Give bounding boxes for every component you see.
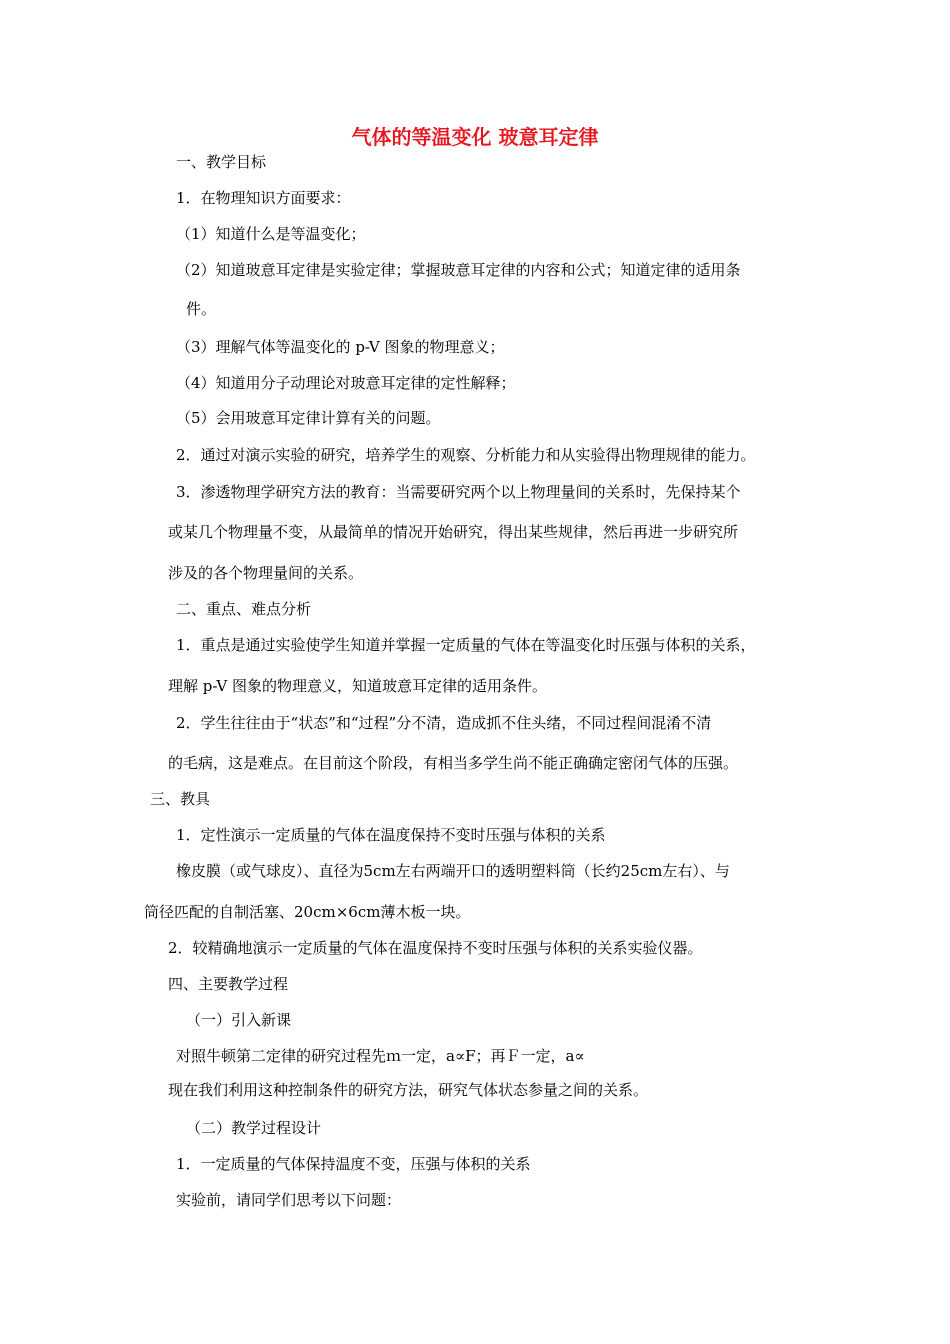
paragraph-line: 1．定性演示一定质量的气体在温度保持不变时压强与体积的关系	[176, 826, 606, 844]
paragraph-line: （1）知道什么是等温变化；	[176, 225, 366, 243]
paragraph-line: 筒径匹配的自制活塞、20cm×6cm薄木板一块。	[144, 903, 471, 921]
subsection-heading: （二）教学过程设计	[186, 1119, 322, 1137]
section-heading-key-points: 二、重点、难点分析	[176, 600, 312, 618]
paragraph-line: 涉及的各个物理量间的关系。	[168, 564, 364, 582]
paragraph-line: 1．在物理知识方面要求：	[176, 189, 351, 207]
paragraph-line: 2．较精确地演示一定质量的气体在温度保持不变时压强与体积的关系实验仪器。	[168, 939, 703, 957]
section-heading-equipment: 三、教具	[150, 790, 211, 808]
paragraph-line: 2．学生往往由于“状态”和“过程”分不清，造成抓不住头绪，不同过程间混淆不清	[176, 714, 712, 732]
section-heading-process: 四、主要教学过程	[168, 975, 289, 993]
paragraph-line: 1．一定质量的气体保持温度不变，压强与体积的关系	[176, 1155, 531, 1173]
paragraph-line: 2．通过对演示实验的研究，培养学生的观察、分析能力和从实验得出物理规律的能力。	[176, 446, 756, 464]
paragraph-line: 理解 p-V 图象的物理意义，知道玻意耳定律的适用条件。	[168, 677, 547, 695]
paragraph-line: 橡皮膜（或气球皮）、直径为5cm左右两端开口的透明塑料筒（长约25cm左右）、与	[176, 862, 730, 880]
paragraph-line: 现在我们利用这种控制条件的研究方法，研究气体状态参量之间的关系。	[168, 1081, 649, 1099]
paragraph-line: （4）知道用分子动理论对玻意耳定律的定性解释；	[176, 374, 516, 392]
section-heading-objectives: 一、教学目标	[176, 153, 267, 171]
subsection-heading: （一）引入新课	[186, 1011, 292, 1029]
paragraph-line: （5）会用玻意耳定律计算有关的问题。	[176, 409, 441, 427]
paragraph-line: 实验前，请同学们思考以下问题：	[176, 1191, 402, 1209]
paragraph-line: 件。	[186, 300, 217, 318]
document-title: 气体的等温变化 玻意耳定律	[351, 125, 599, 149]
paragraph-line: 对照牛顿第二定律的研究过程先ｍ一定，a∝F；再Ｆ一定，a∝	[176, 1047, 585, 1065]
paragraph-line: （3）理解气体等温变化的 p-V 图象的物理意义；	[176, 338, 505, 356]
paragraph-line: （2）知道玻意耳定律是实验定律；掌握玻意耳定律的内容和公式；知道定律的适用条	[176, 261, 741, 279]
paragraph-line: 或某几个物理量不变，从最简单的情况开始研究，得出某些规律，然后再进一步研究所	[168, 523, 739, 541]
paragraph-line: 的毛病，这是难点。在目前这个阶段，有相当多学生尚不能正确确定密闭气体的压强。	[168, 754, 739, 772]
paragraph-line: 1．重点是通过实验使学生知道并掌握一定质量的气体在等温变化时压强与体积的关系，	[176, 636, 756, 654]
paragraph-line: 3．渗透物理学研究方法的教育：当需要研究两个以上物理量间的关系时，先保持某个	[176, 483, 741, 501]
